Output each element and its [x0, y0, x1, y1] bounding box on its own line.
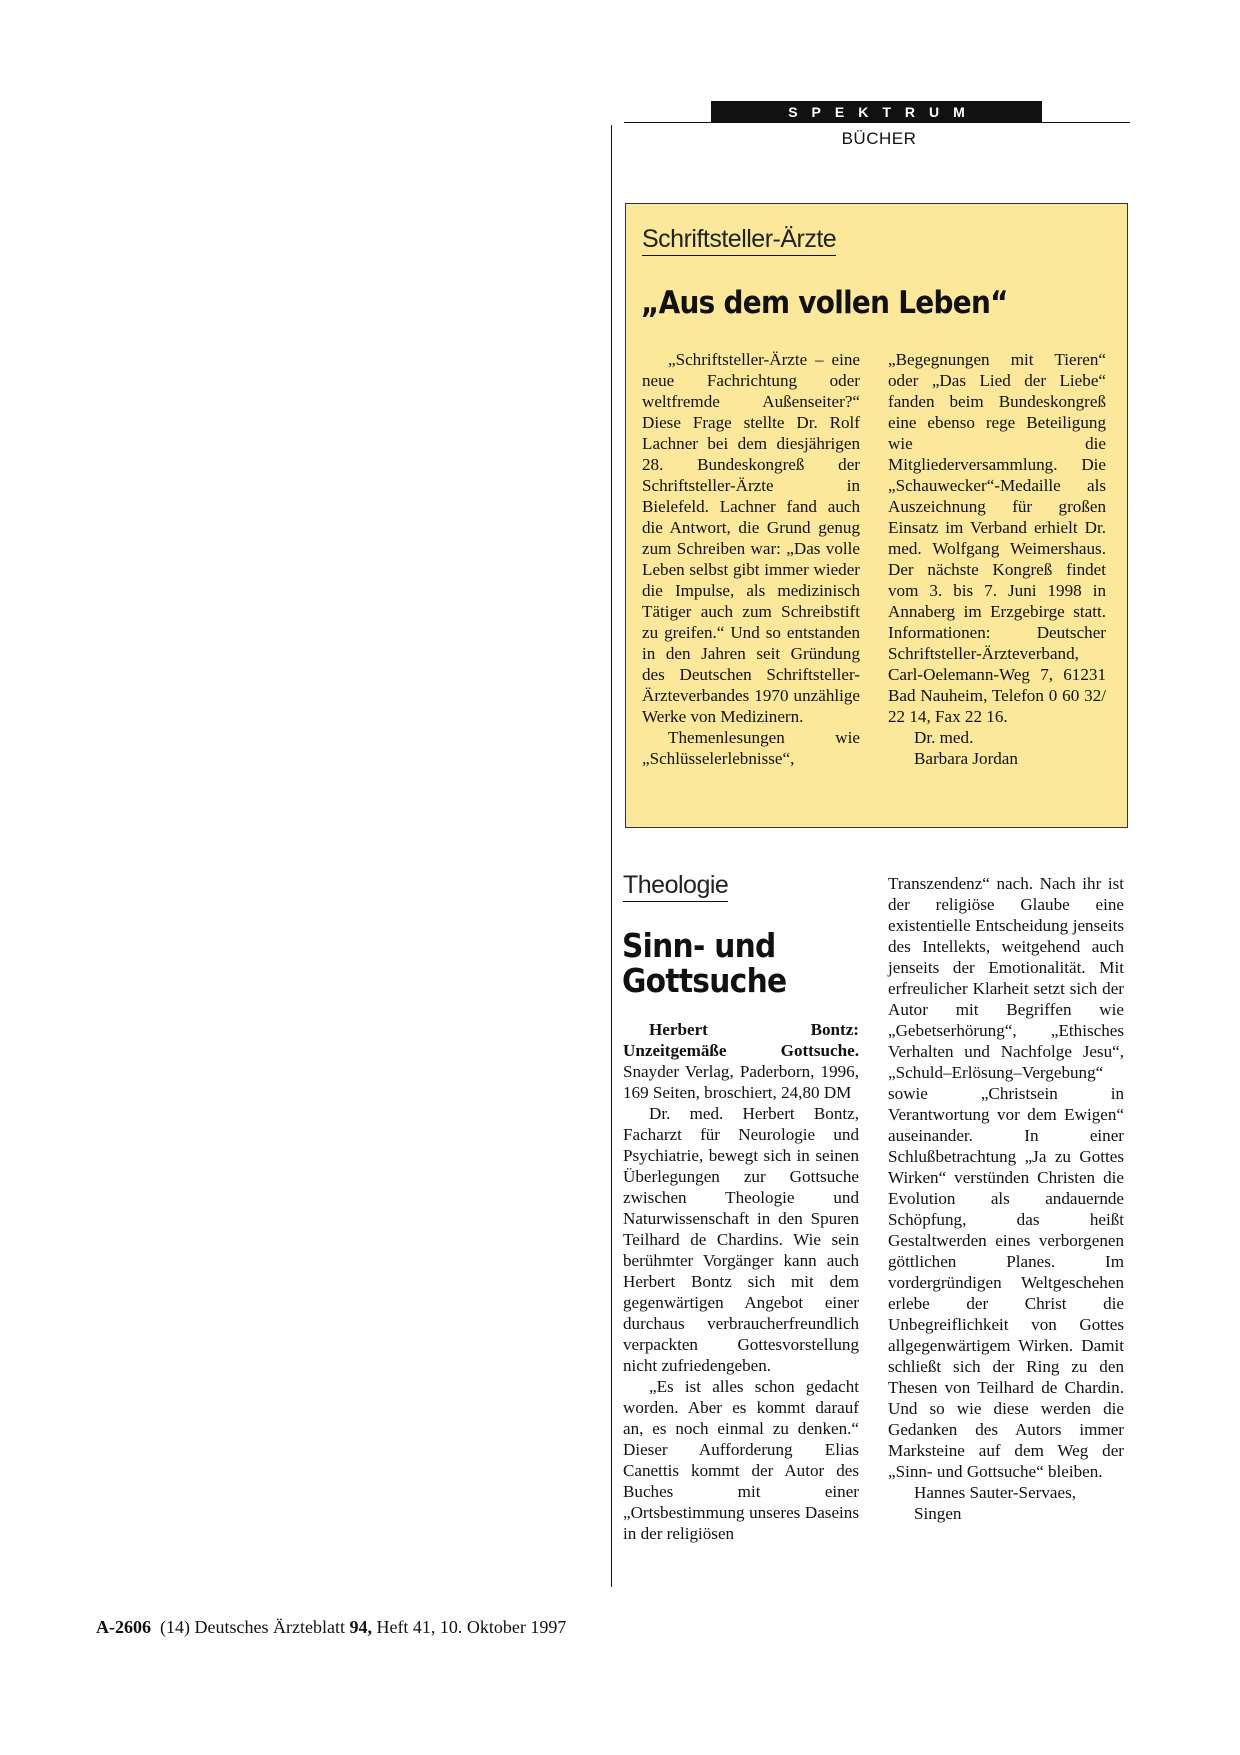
box-paragraph: „Schriftsteller-Ärzte – eine neue Fachrichtung oder weltfremde Außenseiter?“ Diese Frage stellte Dr. Rolf Lachner bei dem diesjährigen 28. Bundeskongreß der Schriftsteller-Ärzte in Bielefeld. Lachner fand auch die Antwort, die Grund genug zum Schreiben war: „Das volle Leben selbst gibt immer wieder die Impulse, als medizinisch Tätiger auch zum Schreibstift zu greifen.“ Und so entstanden in den Jahren seit Gründung des Deutschen Schriftsteller-Ärzteverbandes 1970 unzählige Werke von Medizinern. [642, 350, 860, 726]
page-number: (14) [160, 1617, 190, 1637]
signature-line: Hannes Sauter-Servaes, [914, 1483, 1076, 1502]
journal-name: Deutsches Ärzteblatt [194, 1617, 345, 1637]
article-kicker: Theologie [623, 871, 728, 902]
article-paragraph: Transzendenz“ nach. Nach ihr ist der religiöse Glaube eine existentielle Entscheidung jenseits des Intellekts, weitgehend auch jenseits der Emotionalität. Mit erfreulicher Klarheit setzt sich der Autor mit Begriffen wie „Gebetserhörung“, „Ethisches Verhalten und Nachfolge Jesu“, „Schuld–Erlösung–Vergebung“ sowie „Christsein in Verantwortung vor dem Ewigen“ auseinander. In einer Schlußbetrachtung „Ja zu Gottes Wirken“ verstünden Christen die Evolution als andauernde Schöpfung, das heißt Gestaltwerden eines verborgenen göttlichen Planes. Im vordergründigen Weltgeschehen erlebe der Christ die Unbegreiflichkeit von Gottes allgegenwärtigem Wirken. Damit schließt sich der Ring zu den Thesen von Teilhard de Chardin. Und so wie diese werden die Gedanken des Autors immer Marksteine auf dem Weg der „Sinn- und Gottsuche“ bleiben. [888, 874, 1124, 1481]
journal-issue: Heft 41, 10. Oktober 1997 [376, 1617, 567, 1637]
box-signature [888, 727, 1106, 769]
box-kicker: Schriftsteller-Ärzte [642, 225, 836, 256]
box-headline: „Aus dem vollen Leben“ [641, 285, 1008, 321]
signature-line: Dr. med. [914, 728, 974, 747]
box-paragraph: „Begegnungen mit Tieren“ oder „Das Lied der Liebe“ fanden beim Bundeskongreß eine ebenso rege Beteiligung wie die Mitgliederversammlung. Die „Schauwecker“-Medaille als Auszeichnung für großen Einsatz im Verband erhielt Dr. med. Wolfgang Weimershaus. Der nächste Kongreß findet vom 3. bis 7. Juni 1998 in Annaberg im Erzgebirge statt. Informationen: Deutscher Schriftsteller-Ärzteverband, Carl-Oelemann-Weg 7, 61231 Bad Nauheim, Telefon 0 60 32/ 22 14, Fax 22 16. [888, 350, 1106, 726]
subsection-label: BÜCHER [841, 129, 917, 148]
signature-line: Singen [914, 1504, 962, 1523]
box-kicker-wrap [642, 225, 836, 254]
box-paragraph: Themenlesungen wie „Schlüsselerlebnisse“, [642, 728, 860, 768]
journal-volume: 94, [349, 1617, 372, 1637]
article-column-1 [623, 1019, 859, 1544]
page-footer [96, 1617, 566, 1638]
header-rule [624, 122, 1130, 123]
box-column-1 [642, 349, 860, 769]
column-divider [611, 125, 612, 1587]
headline-line: Sinn- und [622, 926, 776, 965]
article-kicker-wrap [623, 871, 728, 900]
headline-line: Gottsuche [622, 960, 787, 1000]
signature-line: Barbara Jordan [914, 749, 1018, 768]
page-code: A-2606 [96, 1617, 151, 1637]
article-paragraph: Dr. med. Herbert Bontz, Facharzt für Neurologie und Psychiatrie, bewegt sich in seinen Überlegungen zur Gottsuche zwischen Theologie und Naturwissenschaft in den Spuren Teilhard de Chardins. Wie sein berühmter Vorgänger kann auch Herbert Bontz sich mit dem gegenwärtigen Angebot einer durchaus verbraucherfreundlich verpackten Gottesvorstellung nicht zufriedengeben. [623, 1104, 859, 1375]
article-column-2 [888, 873, 1124, 1524]
book-details: Snayder Verlag, Paderborn, 1996, 169 Seiten, broschiert, 24,80 DM [623, 1062, 859, 1102]
book-reference [623, 1019, 859, 1103]
article-paragraph: „Es ist alles schon gedacht worden. Aber es kommt darauf an, es noch einmal zu denken.“ Dieser Aufforderung Elias Canettis kommt der Autor des Buches mit einer „Ortsbestimmung unseres Daseins in der religiösen [623, 1377, 859, 1543]
book-title: Herbert Bontz: Unzeitgemäße Gottsuche. [623, 1020, 859, 1060]
section-label: SPEKTRUM [711, 101, 1042, 123]
article-headline [622, 926, 838, 1000]
article-signature [888, 1482, 1124, 1524]
box-column-2 [888, 349, 1106, 769]
